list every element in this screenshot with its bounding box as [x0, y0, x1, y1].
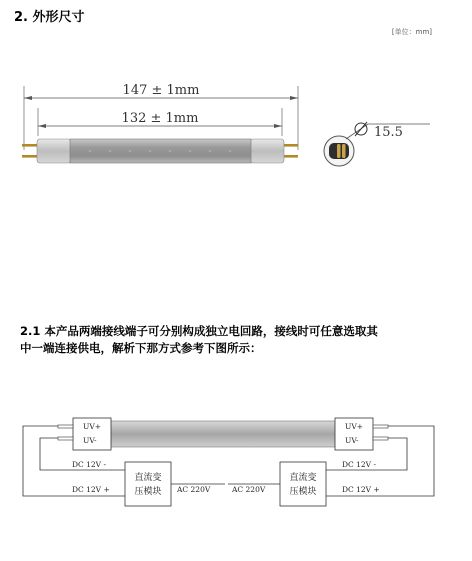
tube-length-label: 132 ± 1mm — [121, 111, 199, 126]
right-end-cap — [250, 139, 284, 163]
left-dc-plus: DC 12V + — [72, 485, 110, 494]
subsection-line-1: 2.1 本产品两端接线端子可分别构成独立电回路，接线时可任意选取其 — [20, 324, 378, 338]
right-dc-minus: DC 12V - — [342, 460, 377, 469]
left-converter-module — [125, 462, 171, 506]
lamp-tube — [70, 139, 251, 163]
left-pin-top — [22, 144, 38, 147]
section-title: 2. 外形尺寸 — [14, 10, 85, 25]
wiring-diagram — [23, 418, 434, 506]
left-dc-minus: DC 12V - — [72, 460, 107, 469]
subsection-text — [20, 323, 460, 357]
left-pin-bottom — [22, 155, 38, 158]
right-module-line2: 压模块 — [289, 487, 317, 497]
overall-length-label: 147 ± 1mm — [122, 83, 200, 98]
left-module-line2: 压模块 — [134, 487, 162, 497]
left-ac-label: AC 220V — [177, 485, 211, 494]
diameter-label: 15.5 — [374, 125, 403, 140]
right-converter-module — [280, 462, 326, 506]
left-uv-minus: UV- — [83, 436, 97, 445]
wiring-tube — [110, 421, 336, 447]
unit-note: [单位：mm] — [391, 28, 432, 36]
dimension-drawing — [22, 83, 430, 166]
right-pin-top — [282, 144, 298, 147]
left-module-line1: 直流变 — [134, 473, 162, 483]
right-uv-plus: UV+ — [345, 422, 364, 431]
right-dc-plus: DC 12V + — [342, 485, 380, 494]
left-end-cap — [37, 139, 71, 163]
right-pin-bottom — [282, 155, 298, 158]
right-uv-minus: UV- — [345, 436, 359, 445]
subsection-line-2: 中一端连接供电，解析下那方式参考下图所示： — [20, 341, 262, 355]
right-ac-label: AC 220V — [232, 485, 266, 494]
right-module-line1: 直流变 — [289, 473, 317, 483]
left-uv-plus: UV+ — [83, 422, 102, 431]
